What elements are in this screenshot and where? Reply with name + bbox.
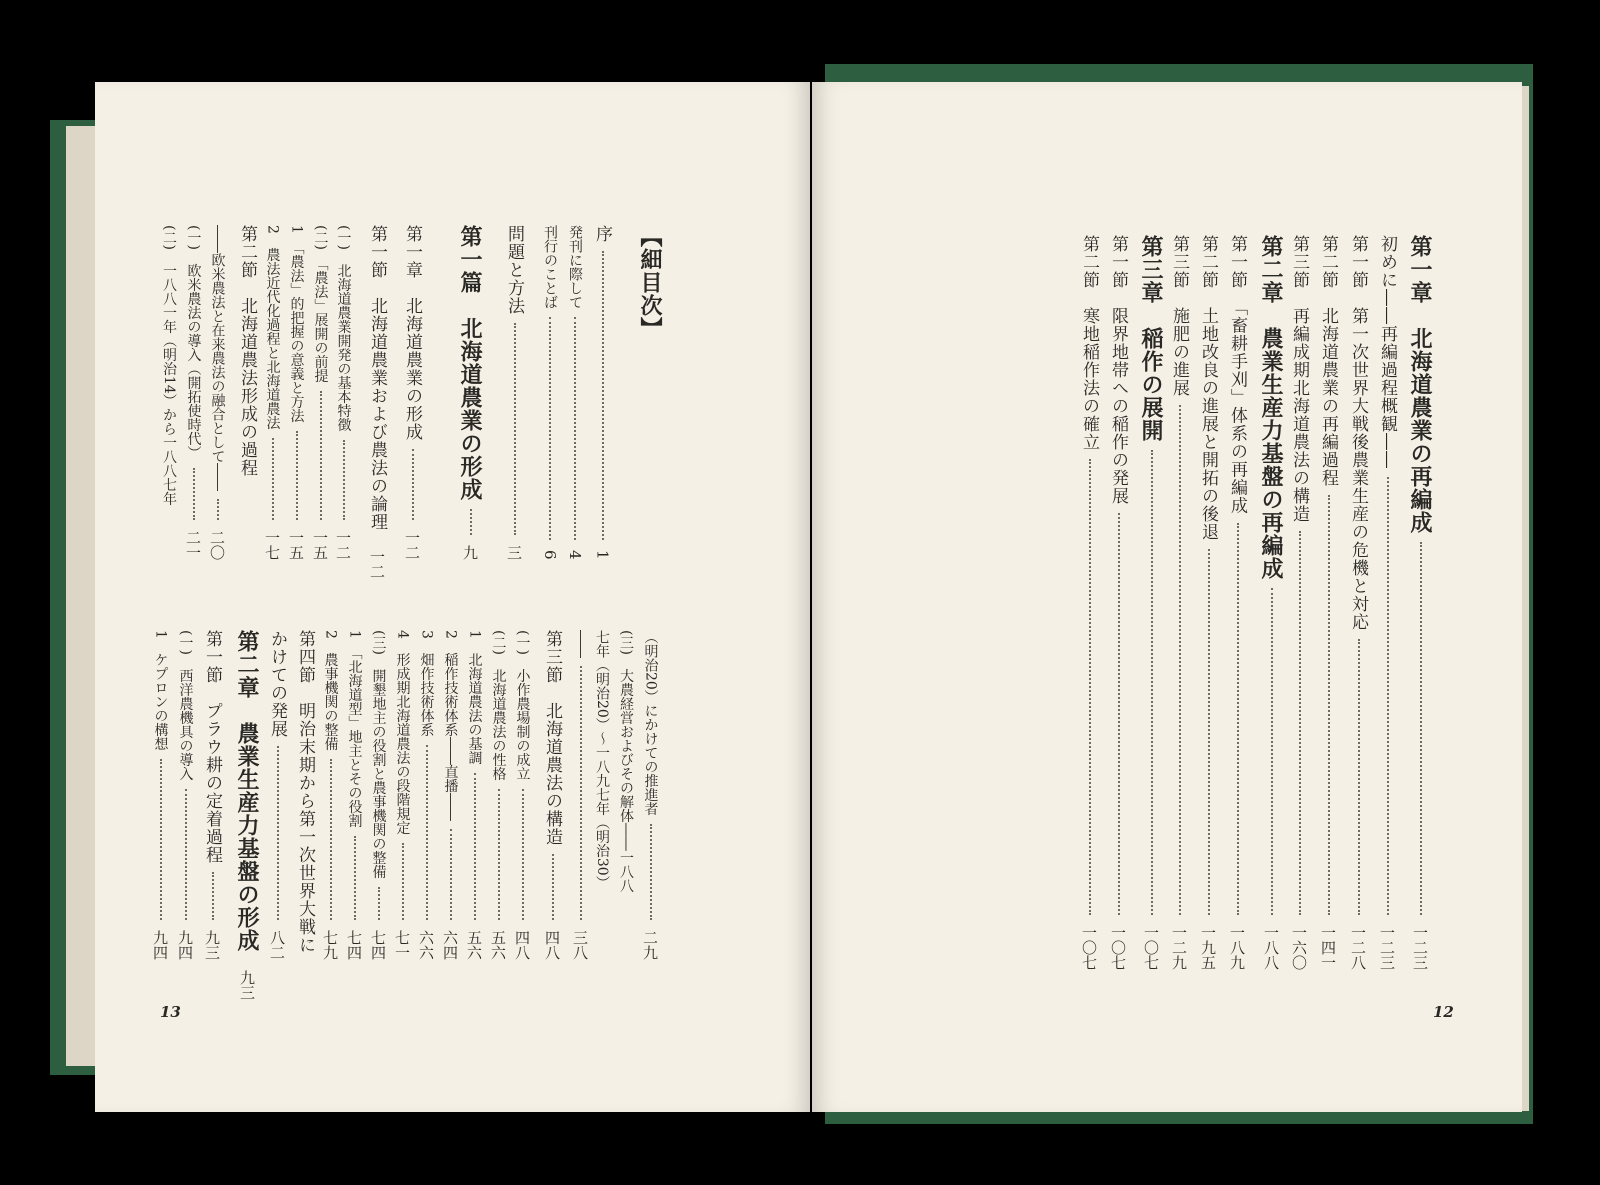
toc-page-number: 一二 bbox=[368, 549, 386, 579]
toc-leader-dots bbox=[378, 887, 380, 920]
toc-entry-label: 第一篇 北海道農業の形成 bbox=[457, 225, 483, 501]
toc-leader-dots bbox=[1179, 405, 1181, 915]
toc-page-number: 一二 bbox=[334, 530, 352, 560]
toc-entry bbox=[265, 630, 290, 960]
toc-entry bbox=[1346, 235, 1371, 970]
page-number-left: 13 bbox=[160, 1003, 181, 1021]
toc-leader-dots bbox=[498, 789, 500, 920]
toc-entry-label: 第一節 プラウ耕の定着過程 bbox=[202, 630, 222, 864]
toc-entry-label: ―― bbox=[572, 630, 589, 658]
toc-leader-dots bbox=[296, 431, 298, 520]
toc-entry-label: (二) 「農法」展開の前提 bbox=[312, 225, 329, 383]
toc-page-number: 三八 bbox=[571, 930, 589, 960]
toc-page-number: 一八九 bbox=[1228, 925, 1246, 970]
toc-entry-label: 第二節 北海道農業の再編過程 bbox=[1318, 235, 1338, 487]
toc-page-number: 七四 bbox=[345, 930, 363, 960]
toc-leader-dots bbox=[343, 440, 345, 520]
toc-leader-dots bbox=[450, 829, 452, 920]
toc-entry bbox=[540, 225, 560, 560]
toc-entry-label: (三) 大農経営およびその解体――一八八 bbox=[618, 630, 634, 893]
toc-entry bbox=[207, 225, 228, 560]
toc-entry bbox=[392, 630, 413, 960]
toc-entry bbox=[235, 225, 260, 560]
toc-entry bbox=[512, 630, 533, 960]
toc-leader-dots bbox=[1237, 523, 1239, 916]
toc-entry bbox=[1077, 235, 1102, 970]
toc-leader-dots bbox=[426, 745, 428, 920]
toc-entry-label: (二) 一八八一年（明治14）から一八八七年 bbox=[161, 225, 177, 506]
toc-entry bbox=[565, 225, 585, 560]
toc-entry bbox=[416, 630, 437, 960]
toc-leader-dots bbox=[552, 854, 554, 920]
toc-entry bbox=[344, 630, 365, 960]
toc-entry bbox=[1167, 235, 1192, 970]
toc-page-number: 八二 bbox=[268, 930, 286, 960]
toc-page-number: 一五 bbox=[287, 530, 305, 560]
toc-page-number: 1 bbox=[593, 550, 612, 560]
toc-entry-label: 刊行のことば bbox=[542, 225, 558, 309]
toc-page-number: 六四 bbox=[441, 930, 459, 960]
toc-entry bbox=[635, 225, 666, 560]
toc-leader-dots bbox=[330, 759, 332, 920]
toc-entry-label: 4 形成期北海道農法の段階規定 bbox=[394, 630, 411, 835]
toc-entry-label: (二) 北海道農法の性格 bbox=[490, 630, 507, 781]
toc-leader-dots bbox=[470, 509, 472, 535]
toc-entry-label: 第三節 施肥の進展 bbox=[1169, 235, 1189, 397]
toc-page-number: 七九 bbox=[321, 930, 339, 960]
toc-leader-dots bbox=[1151, 450, 1153, 915]
toc-leader-dots bbox=[1089, 459, 1091, 915]
toc-entry-label: 初めに――再編過程概観―― bbox=[1377, 235, 1397, 469]
toc-entry-label: かけての発展 bbox=[267, 630, 287, 738]
toc-entry bbox=[590, 225, 615, 560]
toc-entry-label: (一) 西洋農機具の導入 bbox=[177, 630, 194, 781]
toc-entry-label: 第一節 限界地帯への稲作の発展 bbox=[1108, 235, 1128, 505]
toc-entry-label: 第一節 「畜耕手刈」体系の再編成 bbox=[1227, 235, 1247, 515]
toc-entry bbox=[232, 630, 263, 1000]
toc-leader-dots bbox=[1420, 542, 1422, 915]
toc-entry bbox=[1316, 235, 1341, 970]
toc-page-number: 二九 bbox=[641, 930, 659, 960]
toc-entry bbox=[1405, 235, 1436, 970]
toc-page-number: 四八 bbox=[513, 930, 531, 960]
toc-page-number: 一二三 bbox=[1378, 925, 1396, 970]
toc-entry-label: 問題と方法 bbox=[504, 225, 524, 315]
toc-entry bbox=[183, 225, 204, 560]
toc-leader-dots bbox=[185, 789, 187, 920]
toc-entry-label: 第二章 農業生産力基盤の形成 bbox=[234, 630, 260, 952]
toc-entry bbox=[368, 630, 389, 960]
toc-leader-dots bbox=[277, 746, 279, 920]
toc-entry-label: 第一節 第一次世界大戦後農業生産の危機と対応 bbox=[1348, 235, 1368, 631]
toc-leader-dots bbox=[650, 824, 652, 920]
toc-entry bbox=[1136, 235, 1167, 970]
toc-page-number: 九三 bbox=[238, 970, 256, 1000]
page-edge-left bbox=[66, 126, 98, 1066]
toc-page-number: 一五 bbox=[311, 530, 329, 560]
toc-entry bbox=[1375, 235, 1400, 970]
toc-page-number: 一〇七 bbox=[1142, 925, 1160, 970]
toc-entry bbox=[200, 630, 225, 960]
toc-page-number: 二一 bbox=[184, 530, 202, 560]
toc-leader-dots bbox=[1387, 477, 1389, 915]
toc-entry bbox=[440, 630, 461, 960]
toc-page-number: 九 bbox=[461, 545, 479, 560]
toc-page-number: 九四 bbox=[151, 930, 169, 960]
toc-entry-label: 1 ケプロンの構想 bbox=[152, 630, 169, 751]
toc-page-number: 一二九 bbox=[1170, 925, 1188, 970]
toc-entry-label: (一) 北海道農業開発の基本特徴 bbox=[335, 225, 352, 432]
toc-entry bbox=[1225, 235, 1250, 970]
toc-entry-label: 第二節 寒地稲作法の確立 bbox=[1079, 235, 1099, 451]
toc-page-number: 六六 bbox=[417, 930, 435, 960]
toc-page-number: 一六〇 bbox=[1290, 925, 1308, 970]
toc-page-number: 一二 bbox=[403, 530, 421, 560]
toc-entry-label: 第一章 北海道農業の再編成 bbox=[1407, 235, 1433, 534]
toc-leader-dots bbox=[1328, 495, 1330, 915]
toc-page-number: 三 bbox=[505, 545, 523, 560]
toc-entry bbox=[616, 630, 636, 960]
toc-entry bbox=[1196, 235, 1221, 970]
toc-leader-dots bbox=[514, 323, 516, 535]
toc-entry bbox=[310, 225, 331, 560]
page-number-right: 12 bbox=[1433, 1003, 1454, 1021]
toc-entry-label: 七年（明治20）～一八九七年（明治30） bbox=[594, 630, 610, 890]
toc-entry bbox=[400, 225, 425, 560]
toc-entry bbox=[365, 225, 390, 579]
toc-entry-label: 序 bbox=[592, 225, 612, 243]
toc-entry-label: 1 「農法」的把握の意義と方法 bbox=[288, 225, 305, 423]
toc-page-number: 七一 bbox=[393, 930, 411, 960]
toc-leader-dots bbox=[574, 317, 576, 540]
toc-page-number: 四八 bbox=[543, 930, 561, 960]
toc-entry bbox=[175, 630, 196, 960]
toc-page-number: 4 bbox=[566, 550, 584, 560]
toc-entry bbox=[320, 630, 341, 960]
toc-entry-label: 第一節 北海道農業および農法の論理 bbox=[367, 225, 387, 531]
toc-entry-label: 1 北海道農法の基調 bbox=[466, 630, 483, 765]
toc-leader-dots bbox=[580, 666, 582, 920]
toc-entry-label: (一) 小作農場制の成立 bbox=[514, 630, 531, 781]
toc-page-number: 一〇七 bbox=[1080, 925, 1098, 970]
toc-page-number: 6 bbox=[541, 550, 559, 560]
toc-page-number: 一七 bbox=[263, 530, 281, 560]
toc-leader-dots bbox=[160, 759, 162, 920]
toc-entry bbox=[540, 630, 565, 960]
toc-entry-label: 3 畑作技術体系 bbox=[418, 630, 435, 737]
toc-entry bbox=[293, 630, 318, 960]
toc-page-number: 五六 bbox=[489, 930, 507, 960]
toc-entry-label: 第三章 稲作の展開 bbox=[1138, 235, 1164, 442]
toc-entry-label: 第四節 明治末期から第一次世界大戦に bbox=[295, 630, 315, 954]
toc-page-number: 一〇七 bbox=[1109, 925, 1127, 970]
toc-entry bbox=[570, 630, 591, 960]
toc-leader-dots bbox=[320, 391, 322, 520]
toc-entry-label: 第二節 土地改良の進展と開拓の後退 bbox=[1198, 235, 1218, 541]
toc-page-number: 一二八 bbox=[1349, 925, 1367, 970]
toc-leader-dots bbox=[1299, 531, 1301, 915]
toc-entry bbox=[150, 630, 171, 960]
toc-entry bbox=[502, 225, 527, 560]
toc-leader-dots bbox=[474, 773, 476, 920]
toc-leader-dots bbox=[1118, 513, 1120, 915]
toc-entry bbox=[333, 225, 354, 560]
toc-entry bbox=[286, 225, 307, 560]
toc-page-number: 二〇 bbox=[208, 530, 226, 560]
toc-entry bbox=[592, 630, 612, 960]
toc-leader-dots bbox=[193, 468, 195, 520]
toc-page-number: 五六 bbox=[465, 930, 483, 960]
toc-page-number: 一四一 bbox=[1319, 925, 1337, 970]
toc-entry-label: 第三節 北海道農法の構造 bbox=[542, 630, 562, 846]
toc-entry bbox=[262, 225, 283, 560]
toc-entry-label: ――欧米農法と在来農法の融合として―― bbox=[209, 225, 226, 491]
toc-entry-label: (三) 開墾地主の役割と農事機関の整備 bbox=[370, 630, 387, 879]
toc-leader-dots bbox=[272, 438, 274, 520]
toc-entry-label: 第一章 北海道農業の形成 bbox=[402, 225, 422, 441]
toc-page-number: 一二三 bbox=[1411, 925, 1429, 970]
toc-entry bbox=[464, 630, 485, 960]
toc-entry-label: 2 稲作技術体系――直播―― bbox=[442, 630, 459, 821]
toc-leader-dots bbox=[354, 836, 356, 920]
toc-entry-label: 2 農法近代化過程と北海道農法 bbox=[264, 225, 281, 430]
toc-entry bbox=[1106, 235, 1131, 970]
toc-entry bbox=[488, 630, 509, 960]
toc-page-number: 九四 bbox=[176, 930, 194, 960]
toc-page-number: 一九五 bbox=[1199, 925, 1217, 970]
toc-page-number: 一八八 bbox=[1262, 925, 1280, 970]
toc-page-number: 九三 bbox=[203, 930, 221, 960]
toc-entry-label: 第二章 農業生産力基盤の再編成 bbox=[1258, 235, 1284, 580]
toc-leader-dots bbox=[522, 789, 524, 920]
toc-entry-label: 2 農事機関の整備 bbox=[322, 630, 339, 751]
toc-entry bbox=[640, 630, 661, 960]
toc-entry-label: 第二節 北海道農法形成の過程 bbox=[237, 225, 257, 477]
toc-entry-label: 発刊に際して bbox=[567, 225, 583, 309]
toc-entry bbox=[455, 225, 486, 560]
toc-entry bbox=[1256, 235, 1287, 970]
toc-leader-dots bbox=[1358, 639, 1360, 915]
toc-leader-dots bbox=[1271, 588, 1273, 915]
toc-entry bbox=[159, 225, 179, 560]
toc-entry-label: （明治20）にかけての推進者 bbox=[642, 630, 659, 816]
toc-leader-dots bbox=[402, 843, 404, 920]
toc-entry-label: 【細目次】 bbox=[637, 225, 663, 340]
toc-leader-dots bbox=[549, 317, 551, 540]
toc-entry bbox=[1287, 235, 1312, 970]
toc-entry-label: 1 「北海道型」地主とその役割 bbox=[346, 630, 363, 828]
toc-leader-dots bbox=[602, 251, 604, 540]
toc-entry-label: 第三節 再編成期北海道農法の構造 bbox=[1289, 235, 1309, 523]
toc-page-number: 七四 bbox=[369, 930, 387, 960]
toc-leader-dots bbox=[217, 499, 219, 520]
toc-leader-dots bbox=[212, 872, 214, 920]
toc-leader-dots bbox=[1208, 549, 1210, 915]
toc-leader-dots bbox=[412, 449, 414, 520]
toc-entry-label: (一) 欧米農法の導入（開拓使時代） bbox=[185, 225, 202, 460]
